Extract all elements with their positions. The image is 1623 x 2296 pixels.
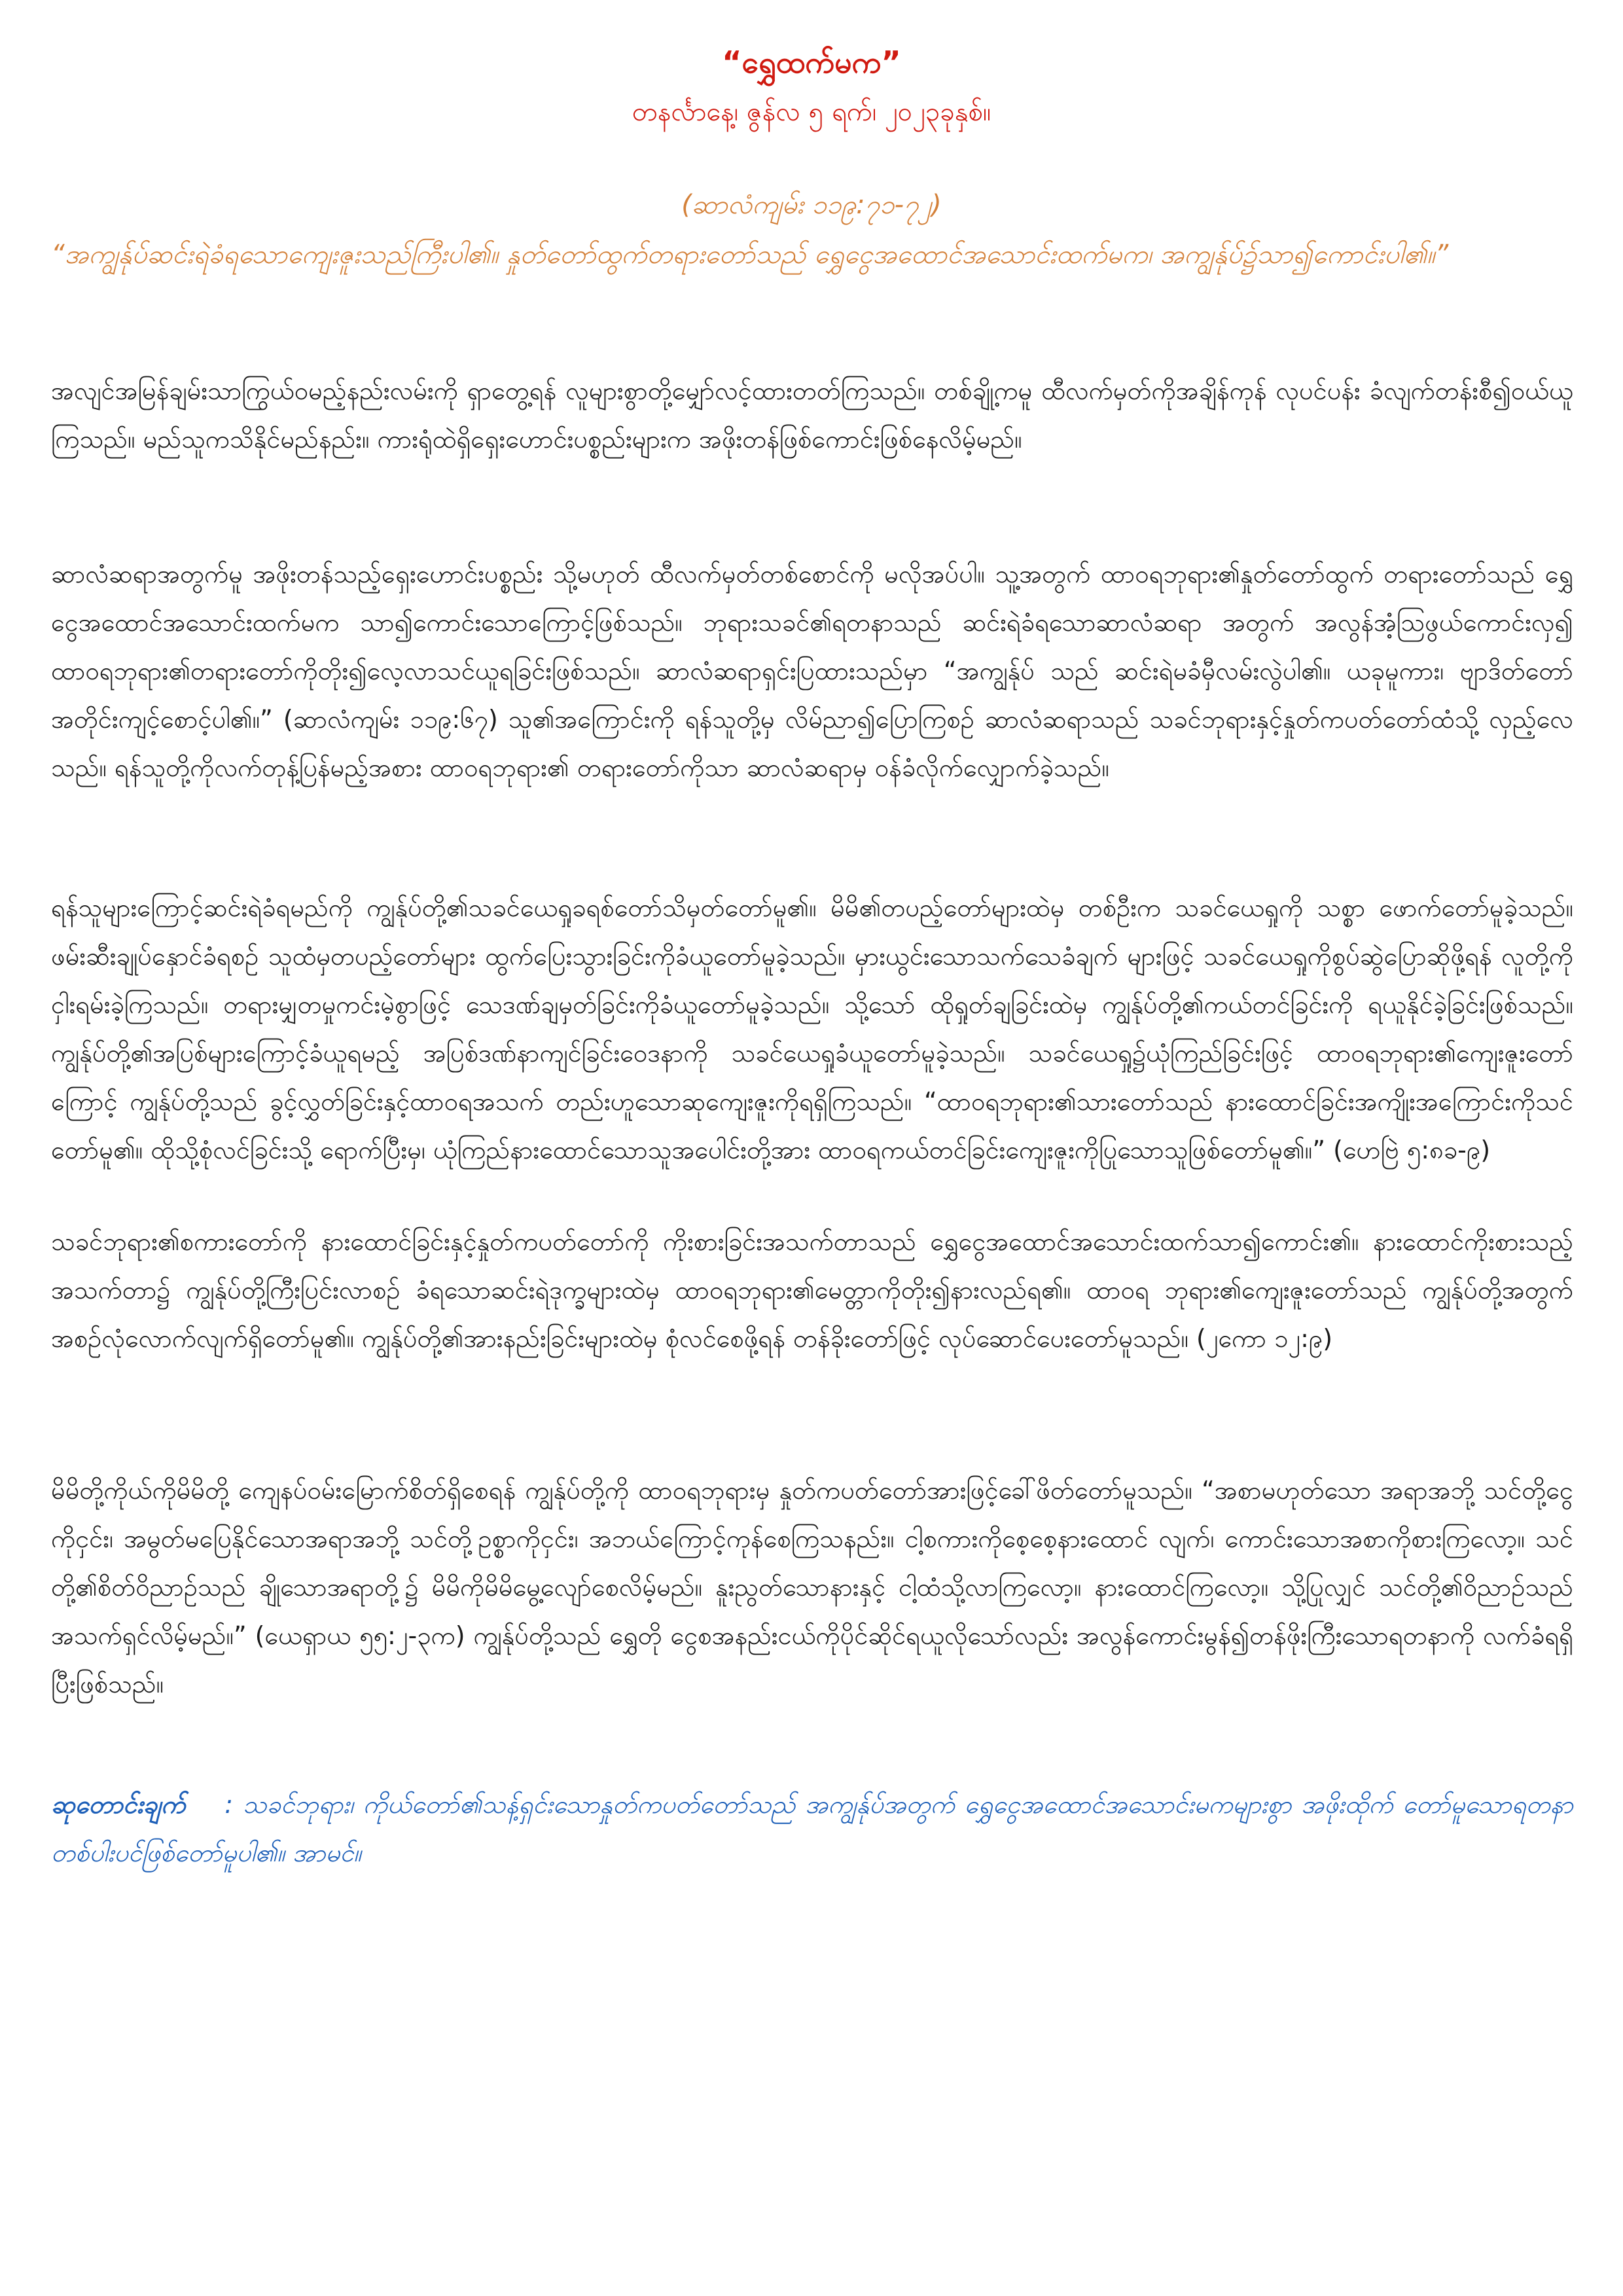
body-paragraph-1: အလျင်အမြန်ချမ်းသာကြွယ်ဝမည့်နည်းလမ်းကို ရှာတွေ့ရန် လူများစွာတို့မျှော်လင့်ထားတတ်ကြသည်။ တစ်ချို့ကမူ ထီလက်မှတ်ကိုအချိန်ကုန် လုပင်ပန်း ခံလျက်တန်းစီ၍ဝယ်ယူကြသည်။ မည်သူကသိနိုင်မည်နည်း။ ကားရုံထဲရှိရှေးဟောင်းပစ္စည်းများက အဖိုးတန်ဖြစ်ကောင်းဖြစ်နေလိမ့်မည်။ bbox=[51, 376, 1573, 454]
prayer-text: : သခင်ဘုရား၊ ကိုယ်တော်၏သန့်ရှင်းသောနှုတ်ကပတ်တော်သည် အကျွန်ုပ်အတွက် ရွှေငွေအထောင်အသောင်းမကများစွာ အဖိုးထိုက် တော်မူသောရတနာတစ်ပါးပင်ဖြစ်တော်မူပါ၏။ အာမင်။ bbox=[51, 1790, 1573, 1867]
body-paragraph-4: သခင်ဘုရား၏စကားတော်ကို နားထောင်ခြင်းနှင့်နှုတ်ကပတ်တော်ကို ကိုးစားခြင်းအသက်တာသည် ရွှေငွေအထောင်အသောင်းထက်သာ၍ကောင်း၏။ နားထောင်ကိုးစားသည့်အသက်တာ၌ ကျွန်ုပ်တို့ကြီးပြင်းလာစဉ် ခံရသောဆင်းရဲဒုက္ခများထဲမှ ထာဝရဘုရား၏မေတ္တာကိုတိုး၍နားလည်ရ၏။ ထာဝရ ဘုရား၏ကျေးဇူးတော်သည် ကျွန်ုပ်တို့အတွက်အစဉ်လုံလောက်လျက်ရှိတော်မူ၏။ ကျွန်ုပ်တို့၏အားနည်းခြင်းများထဲမှ စုံလင်စေဖို့ရန် တန်ခိုးတော်ဖြင့် လုပ်ဆောင်ပေးတော်မူသည်။ (၂ကော ၁၂:၉) bbox=[51, 1227, 1573, 1353]
prayer-label: ဆုတောင်းချက် bbox=[51, 1790, 186, 1819]
page-title: “ရွှေထက်မက” bbox=[722, 45, 901, 80]
body-paragraph-5: မိမိတို့ကိုယ်ကိုမိမိတို့ ကျေနပ်ဝမ်းမြောက်စိတ်ရှိစေရန် ကျွန်ုပ်တို့ကို ထာဝရဘုရားမှ နှုတ်ကပတ်တော်အားဖြင့်ခေါ်ဖိတ်တော်မူသည်။ “အစာမဟုတ်သော အရာအဘို့ သင်တို့ငွေကိုငှင်း၊ အမွတ်မပြေနိုင်သောအရာအဘို့ သင်တို့ဥစ္စာကိုငှင်း၊ အဘယ်ကြောင့်ကုန်စေကြသနည်း။ ငါ့စကားကိုစေ့စေ့နားထောင် လျက်၊ ကောင်းသောအစာကိုစားကြလော့။ သင်တို့၏စိတ်ဝိညာဉ်သည် ချိုသောအရာတို့၌ မိမိကိုမိမိမွေ့လျော်စေလိမ့်မည်။ နူးညွတ်သောနားနှင့် ငါ့ထံသို့လာကြလော့။ နားထောင်ကြလော့။ သို့ပြုလျှင် သင်တို့၏ဝိညာဉ်သည် အသက်ရှင်လိမ့်မည်။” (ယေရှာယ ၅၅:၂-၃က) ကျွန်ုပ်တို့သည် ရွှေတို ငွေစအနည်းငယ်ကိုပိုင်ဆိုင်ရယူလိုသော်လည်း အလွန်ကောင်းမွန်၍တန်ဖိုးကြီးသောရတနာကို လက်ခံရရှိပြီးဖြစ်သည်။ bbox=[51, 1476, 1573, 1698]
prayer-block bbox=[51, 1780, 1573, 1877]
body-paragraph-3: ရန်သူများကြောင့်ဆင်းရဲခံရမည်ကို ကျွန်ုပ်တို့၏သခင်ယေရှုခရစ်တော်သိမှတ်တော်မူ၏။ မိမိ၏တပည့်တော်များထဲမှ တစ်ဦးက သခင်ယေရှုကို သစ္စာ ဖောက်တော်မူခဲ့သည်။ ဖမ်းဆီးချုပ်နှောင်ခံရစဉ် သူထံမှတပည့်တော်များ ထွက်ပြေးသွားခြင်းကိုခံယူတော်မူခဲ့သည်။ မှားယွင်းသောသက်သေခံချက် များဖြင့် သခင်ယေရှုကိုစွပ်ဆွဲပြောဆိုဖို့ရန် လူတို့ကိုငှါးရမ်းခဲ့ကြသည်။ တရားမျှတမှုကင်းမဲ့စွာဖြင့် သေဒဏ်ချမှတ်ခြင်းကိုခံယူတော်မူခဲ့သည်။ သို့သော် ထိုရှုတ်ချခြင်းထဲမှ ကျွန်ုပ်တို့၏ကယ်တင်ခြင်းကို ရယူနိုင်ခဲ့ခြင်းဖြစ်သည်။ ကျွန်ုပ်တို့၏အပြစ်များကြောင့်ခံယူရမည့် အပြစ်ဒဏ်နာကျင်ခြင်းဝေဒနာကို သခင်ယေရှုခံယူတော်မူခဲ့သည်။ သခင်ယေရှု၌ယုံကြည်ခြင်းဖြင့် ထာဝရဘုရား၏ကျေးဇူးတော်ကြောင့် ကျွန်ုပ်တို့သည် ခွင့်လွှတ်ခြင်းနှင့်ထာဝရအသက် တည်းဟူသောဆုကျေးဇူးကိုရရှိကြသည်။ “ထာဝရဘုရား၏သားတော်သည် နားထောင်ခြင်းအကျိုးအကြောင်းကိုသင်တော်မူ၏။ ထိုသို့စုံလင်ခြင်းသို့ ရောက်ပြီးမှ၊ ယုံကြည်နားထောင်သောသူအပေါင်းတို့အား ထာဝရကယ်တင်ခြင်းကျေးဇူးကိုပြုသောသူဖြစ်တော်မူ၏။” (ဟေဗြဲ ၅:၈ခ-၉) bbox=[51, 893, 1573, 1164]
body-paragraph-2: ဆာလံဆရာအတွက်မူ အဖိုးတန်သည့်ရှေးဟောင်းပစ္စည်း သို့မဟုတ် ထီလက်မှတ်တစ်စောင်ကို မလိုအပ်ပါ။ သူ့အတွက် ထာဝရဘုရား၏နှုတ်တော်ထွက် တရားတော်သည် ရွှေငွေအထောင်အသောင်းထက်မက သာ၍ကောင်းသောကြောင့်ဖြစ်သည်။ ဘုရားသခင်၏ရတနာသည် ဆင်းရဲခံရသောဆာလံဆရာ အတွက် အလွန်အံ့ဩဖွယ်ကောင်းလှ၍ ထာဝရဘုရား၏တရားတော်ကိုတိုး၍လေ့လာသင်ယူရခြင်းဖြစ်သည်။ ဆာလံဆရာရှင်းပြထားသည်မှာ “အကျွန်ုပ် သည် ဆင်းရဲမခံမှီလမ်းလွဲပါ၏။ ယခုမူကား၊ ဗျာဒိတ်တော်အတိုင်းကျင့်စောင့်ပါ၏။” (ဆာလံကျမ်း ၁၁၉:၆၇) သူ၏အကြောင်းကို ရန်သူတို့မှ လိမ်ညာ၍ပြောကြစဉ် ဆာလံဆရာသည် သခင်ဘုရားနှင့်နှုတ်ကပတ်တော်ထံသို့ လှည့်လေသည်။ ရန်သူတို့ကိုလက်တုန့်ပြန်မည့်အစား ထာဝရဘုရား၏ တရားတော်ကိုသာ ဆာလံဆရာမှ ဝန်ခံလိုက်လျှောက်ခဲ့သည်။ bbox=[51, 560, 1573, 782]
scripture-verse: “အကျွန်ုပ်ဆင်းရဲခံရသောကျေးဇူးသည်ကြီးပါ၏။ နှုတ်တော်ထွက်တရားတော်သည် ရွှေငွေအထောင်အသောင်းထက်မက၊ အကျွန်ုပ်၌သာ၍ကောင်းပါ၏။” bbox=[51, 240, 1449, 270]
page-date: တနင်္လာနေ့၊ ဇွန်လ ၅ ရက်၊ ၂၀၂၃ခုနှစ်။ bbox=[632, 97, 991, 127]
scripture-reference: (ဆာလံကျမ်း ၁၁၉:၇၁-၇၂) bbox=[681, 190, 942, 220]
